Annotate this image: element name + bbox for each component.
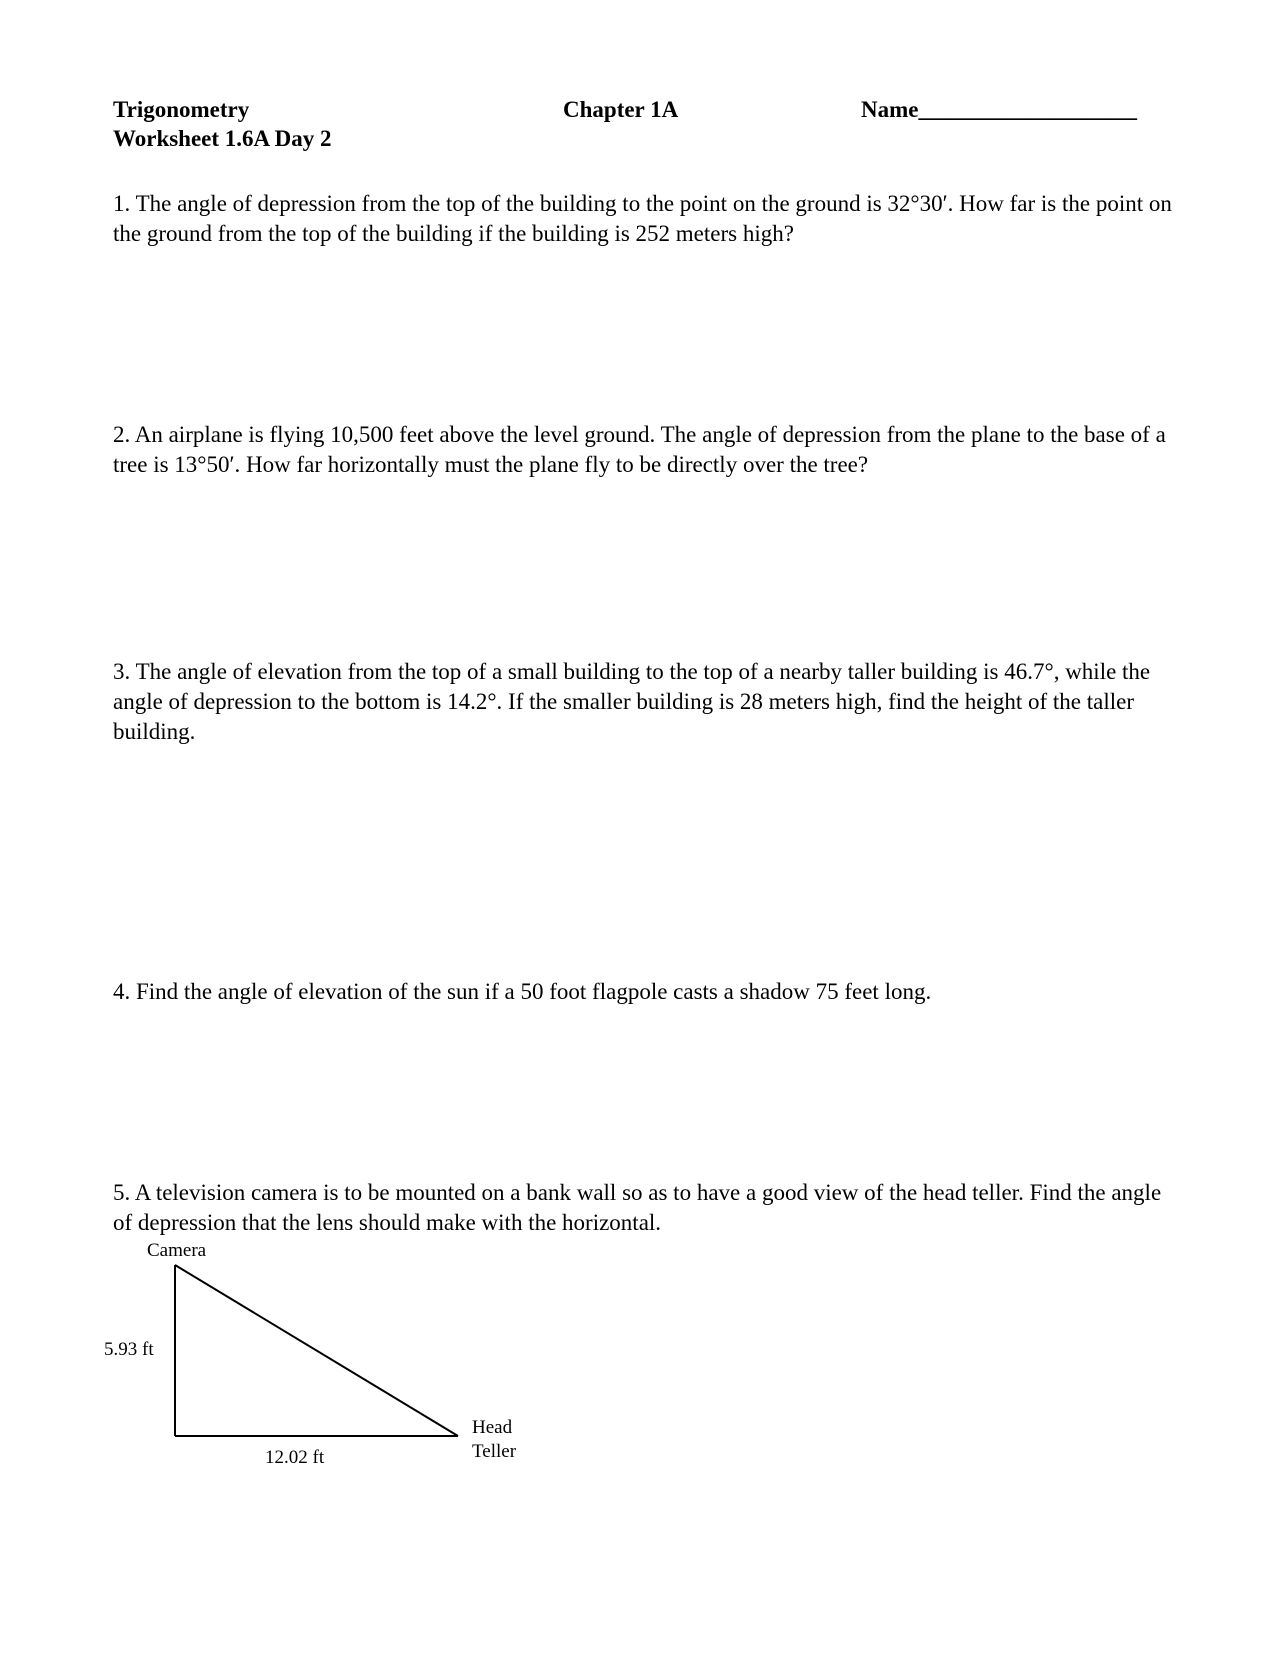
question-4-text: 4. Find the angle of elevation of the sun if a 50 foot flagpole casts a shadow 75 feet long. [113,979,932,1004]
base-label: 12.02 ft [265,1447,325,1468]
triangle-line-of-sight [175,1265,458,1436]
teller-label-head: Head [472,1417,513,1438]
height-label: 5.93 ft [104,1339,154,1360]
question-3-text: 3. The angle of elevation from the top of a small building to the top of a nearby taller building is 46.7°, while the angle of depression to the bottom is 14.2°. If the smaller building is 28 meters high, find the height of the taller building. [113,659,1151,744]
question-2-text: 2. An airplane is flying 10,500 feet above the level ground. The angle of depression from the plane to the base of a tree is 13°50′. How far horizontally must the plane fly to be directly over the tree? [113,422,1166,477]
teller-label-teller: Teller [472,1441,517,1462]
question-5-text: 5. A television camera is to be mounted on a bank wall so as to have a good view of the head teller. Find the angle of depression that the lens should make with the horizontal. [113,1180,1162,1235]
worksheet-title: Worksheet 1.6A Day 2 [113,126,332,151]
course-title: Trigonometry [113,97,250,122]
chapter-title: Chapter 1A [563,97,679,122]
name-blank-line: ___________________ [918,97,1137,122]
name-label: Name [861,97,919,122]
question-1-text: 1. The angle of depression from the top of the building to the point on the ground is 32°30′. How far is the point on the ground from the top of the building if the building is 252 meters high? [113,191,1172,246]
camera-label: Camera [147,1240,207,1261]
